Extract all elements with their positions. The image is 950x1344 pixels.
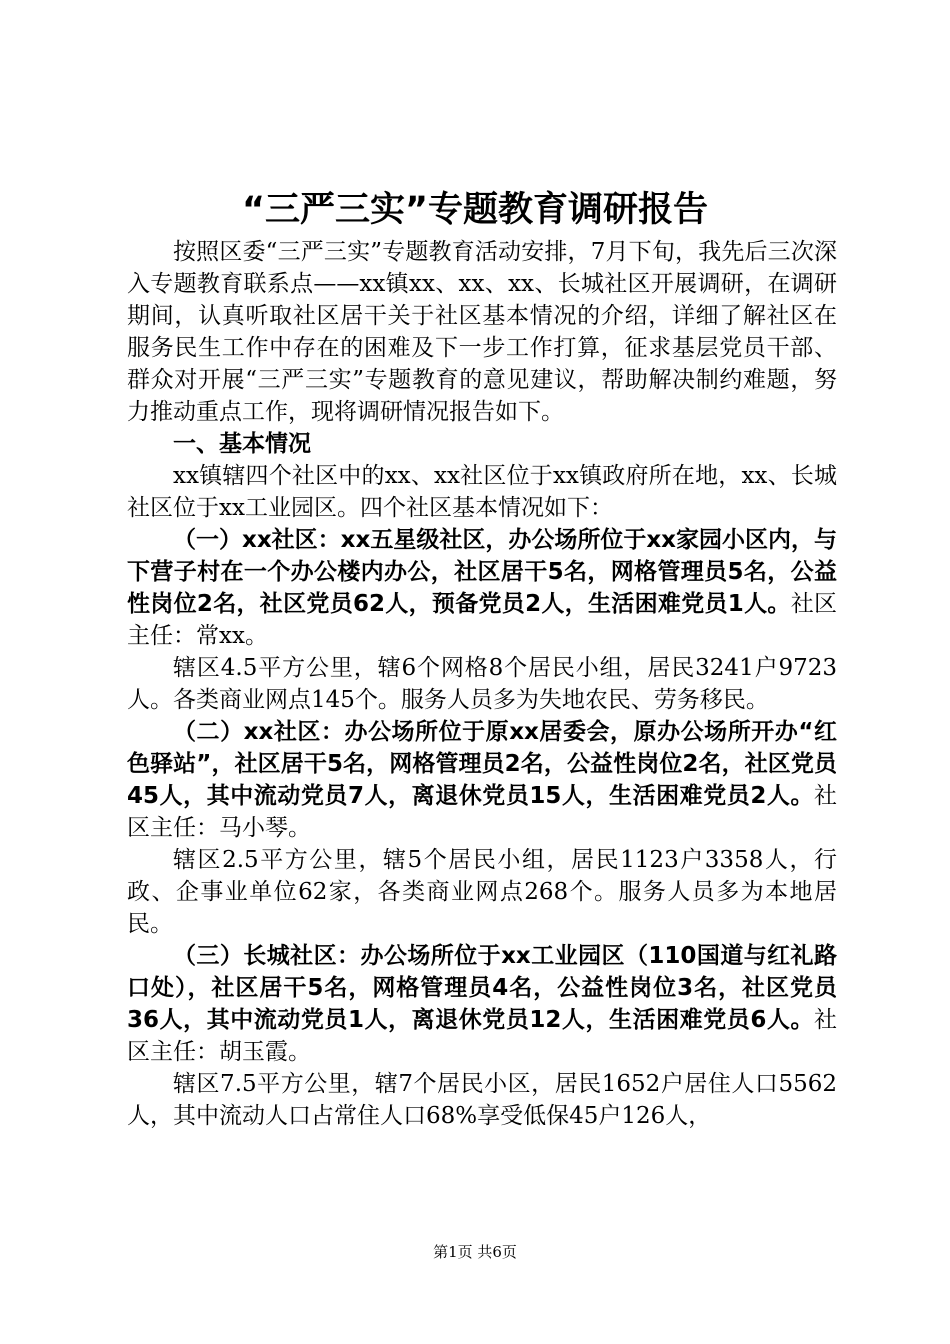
page-number-footer: 第1页 共6页 <box>433 1243 517 1261</box>
intro-paragraph: 按照区委“三严三实”专题教育活动安排，7月下旬，我先后三次深入专题教育联系点——xx镇xx、xx、xx、长城社区开展调研，在调研期间，认真听取社区居干关于社区基本情况的介绍，详细了解社区在服务民生工作中存在的困难及下一步工作打算，征求基层党员干部、群众对开展“三严三实”专题教育的意见建议，帮助解决制约难题，努力推动重点工作，现将调研情况报告如下。 <box>127 239 837 425</box>
document-body <box>127 236 837 1132</box>
community-3-bold-text: （三）长城社区：办公场所位于xx工业园区（110国道与红礼路口处），社区居干5名，网格管理员4名，公益性岗位3名，社区党员36人，其中流动党员1人，离退休党员12人，生活困难党员6人。 <box>127 943 837 1033</box>
community-2-detail: 辖区2.5平方公里，辖5个居民小组，居民1123户3358人，行政、企事业单位62家，各类商业网点268个。服务人员多为本地居民。 <box>127 847 837 937</box>
section-heading-basic-info: 一、基本情况 <box>173 431 311 457</box>
section-summary-paragraph: xx镇辖四个社区中的xx、xx社区位于xx镇政府所在地，xx、长城社区位于xx工业园区。四个社区基本情况如下： <box>127 463 837 521</box>
community-1-paragraph <box>127 524 837 652</box>
document-title: “三严三实”专题教育调研报告 <box>241 190 708 230</box>
community-2-paragraph <box>127 716 837 844</box>
community-3-detail: 辖区7.5平方公里，辖7个居民小区，居民1652户居住人口5562人，其中流动人口占常住人口68%享受低保45户126人， <box>127 1071 837 1129</box>
community-3-paragraph <box>127 940 837 1068</box>
community-1-bold-text: （一）xx社区：xx五星级社区，办公场所位于xx家园小区内，与下营子村在一个办公楼内办公，社区居干5名，网格管理员5名，公益性岗位2名，社区党员62人，预备党员2人，生活困难党员1人。 <box>127 527 838 617</box>
community-2-director: 社区主任：马小琴。 <box>127 783 837 841</box>
community-1-detail: 辖区4.5平方公里，辖6个网格8个居民小组，居民3241户9723人。各类商业网点145个。服务人员多为失地农民、劳务移民。 <box>127 655 837 713</box>
community-1-director: 社区主任：常xx。 <box>127 591 837 649</box>
community-3-director: 社区主任：胡玉霞。 <box>127 1007 837 1065</box>
community-2-bold-text: （二）xx社区：办公场所位于原xx居委会，原办公场所开办“红色驿站”，社区居干5名，网格管理员2名，公益性岗位2名，社区党员45人，其中流动党员7人，离退休党员15人，生活困难党员2人。 <box>127 719 837 809</box>
